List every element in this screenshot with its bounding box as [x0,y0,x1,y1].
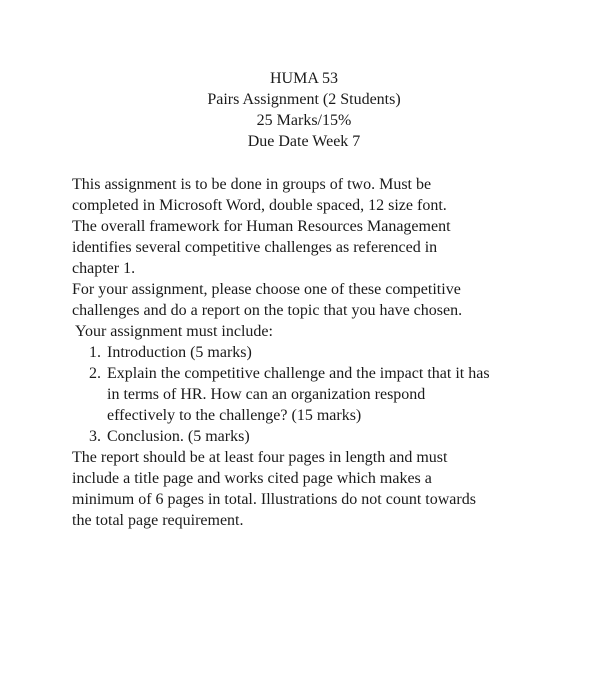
closing-line: the total page requirement. [72,512,244,529]
closing-line: include a title page and works cited page which makes a [72,470,432,487]
list-item-text: Introduction (5 marks) [107,344,252,361]
course-code: HUMA 53 [269,70,338,87]
list-item [72,426,552,447]
list-item-text: in terms of HR. How can an organization respond [107,386,426,403]
assignment-body [72,174,552,531]
intro-line: chapter 1. [72,260,136,277]
closing-line: minimum of 6 pages in total. Illustrations do not count towards [72,491,476,508]
document-header [0,68,608,152]
list-item-text: Explain the competitive challenge and the impact that it has [107,365,490,382]
marks-weight: 25 Marks/15% [256,112,352,129]
intro-line: identifies several competitive challenges as referenced in [72,239,438,256]
intro-line: The overall framework for Human Resources Management [72,218,451,235]
intro-line: This assignment is to be done in groups of two. Must be [72,176,432,193]
list-number: 3. [89,428,101,445]
requirements-list [72,342,552,447]
list-item-text: Conclusion. (5 marks) [107,428,250,445]
intro-line: challenges and do a report on the topic that you have chosen. [72,302,463,319]
closing-line: The report should be at least four pages in length and must [72,449,448,466]
list-number: 1. [89,344,101,361]
due-date: Due Date Week 7 [247,133,361,150]
list-item [72,363,552,426]
list-item [72,342,552,363]
list-number: 2. [89,365,101,382]
intro-line: completed in Microsoft Word, double spaced, 12 size font. [72,197,447,214]
include-heading: Your assignment must include: [75,323,273,340]
intro-line: For your assignment, please choose one of these competitive [72,281,461,298]
list-item-text: effectively to the challenge? (15 marks) [107,407,362,424]
assignment-title: Pairs Assignment (2 Students) [207,91,401,108]
